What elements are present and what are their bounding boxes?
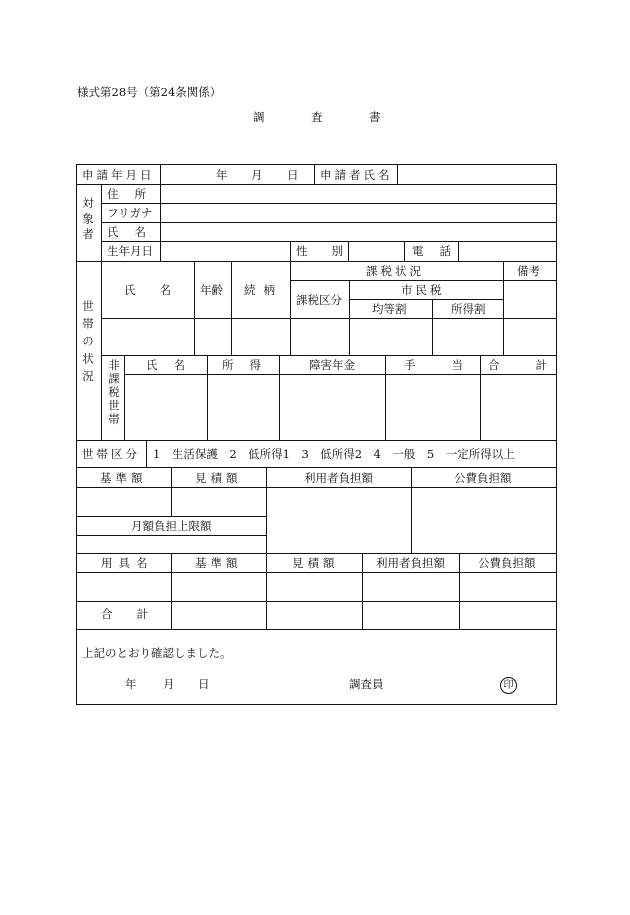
target-group-label: 対象者 bbox=[81, 197, 95, 244]
title-char-2: 査 bbox=[311, 110, 323, 124]
confirm-day-label: 日 bbox=[198, 677, 210, 691]
confirm-text: 上記のとおり確認しました。 bbox=[82, 646, 232, 660]
seal-mark-icon: 印 bbox=[500, 677, 517, 694]
address-label: 住所 bbox=[107, 187, 162, 201]
equipment-standard-label: 基準額 bbox=[195, 556, 242, 570]
apply-day-label: 日 bbox=[287, 168, 299, 182]
equipment-total-label: 合計 bbox=[101, 607, 172, 621]
disability-pension-label: 障害年金 bbox=[309, 358, 355, 372]
birthdate-label: 生年月日 bbox=[107, 244, 153, 258]
household-class-options: 1 生活保護 2 低所得1 3 低所得2 4 一般 5 一定所得以上 bbox=[153, 447, 515, 461]
equipment-estimate-label: 見積額 bbox=[292, 556, 339, 570]
allowance-label: 手当 bbox=[404, 358, 499, 372]
confirm-month-label: 月 bbox=[163, 677, 175, 691]
amount-standard-label: 基準額 bbox=[100, 471, 147, 485]
household-group-label: 世帯の状況 bbox=[81, 300, 95, 388]
apply-year-label: 年 bbox=[216, 168, 228, 182]
household-class-label: 世帯区分 bbox=[82, 447, 140, 461]
equipment-user-burden-label: 利用者負担額 bbox=[376, 556, 445, 570]
municipal-tax-label: 市民税 bbox=[401, 283, 445, 297]
title-char-3: 書 bbox=[369, 110, 381, 124]
remarks-label: 備考 bbox=[517, 264, 540, 278]
nontax-household-label: 非課税世帯 bbox=[107, 359, 121, 427]
amount-public-burden-label: 公費負担額 bbox=[454, 471, 512, 485]
monthly-limit-label: 月額負担上限額 bbox=[131, 519, 212, 533]
member-name-label: 氏名 bbox=[124, 283, 195, 297]
tax-status-label: 課税状況 bbox=[366, 264, 424, 278]
age-label: 年齢 bbox=[200, 283, 223, 297]
amount-user-burden-label: 利用者負担額 bbox=[304, 471, 373, 485]
gender-label: 性別 bbox=[296, 244, 367, 258]
apply-date-label: 申請年月日 bbox=[82, 168, 155, 182]
relation-label: 続柄 bbox=[244, 283, 283, 297]
nontax-name-label: 氏名 bbox=[146, 358, 201, 372]
income-rate-label: 所得割 bbox=[451, 302, 486, 316]
apply-month-label: 月 bbox=[251, 168, 263, 182]
nontax-total-label: 合計 bbox=[488, 358, 583, 372]
income-label: 所得 bbox=[222, 358, 277, 372]
equipment-public-burden-label: 公費負担額 bbox=[478, 556, 536, 570]
furigana-label: フリガナ bbox=[107, 206, 153, 220]
form-number: 様式第28号（第24条関係） bbox=[77, 85, 222, 99]
phone-label: 電話 bbox=[412, 244, 467, 258]
applicant-name-label: 申請者氏名 bbox=[320, 168, 393, 182]
tax-class-label: 課税区分 bbox=[296, 293, 342, 307]
equipment-name-label: 用具名 bbox=[101, 556, 154, 570]
target-name-label: 氏名 bbox=[107, 225, 162, 239]
title-char-1: 調 bbox=[253, 110, 265, 124]
confirm-year-label: 年 bbox=[125, 677, 137, 691]
equal-rate-label: 均等割 bbox=[372, 302, 407, 316]
investigator-label: 調査員 bbox=[349, 677, 384, 691]
amount-estimate-label: 見積額 bbox=[195, 471, 242, 485]
